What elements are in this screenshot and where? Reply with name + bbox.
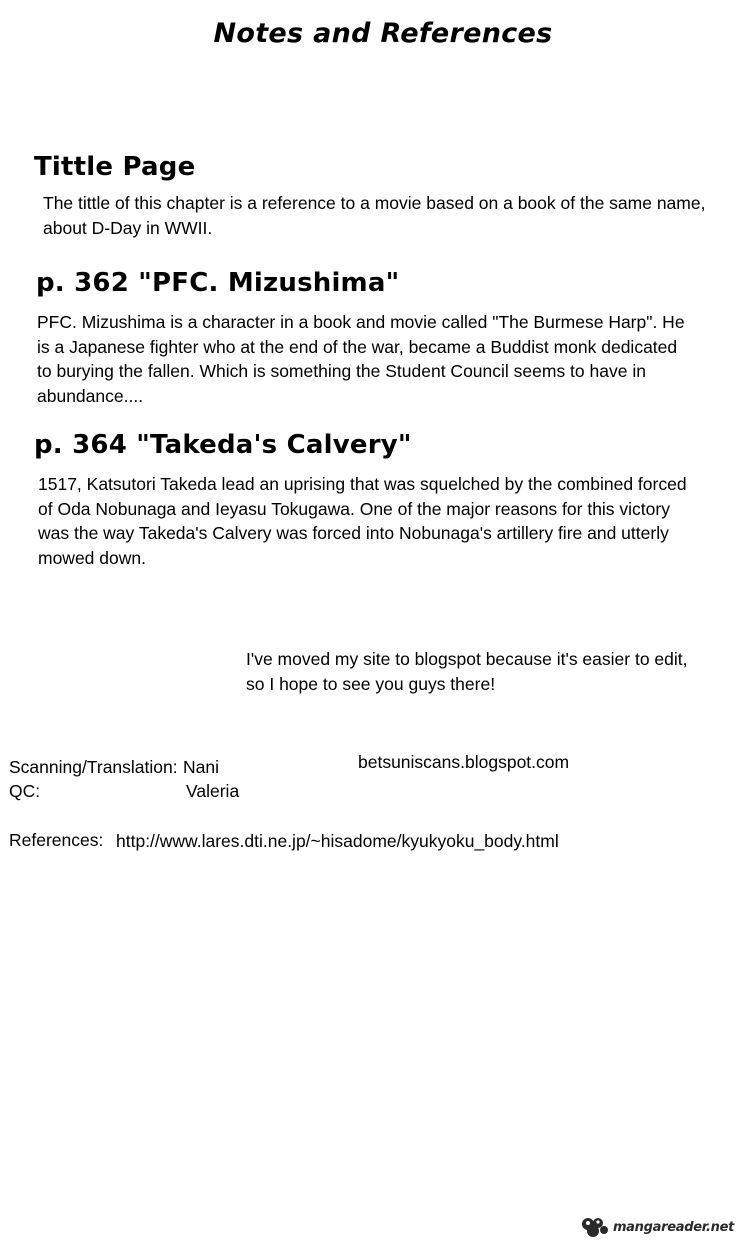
- watermark-text: mangareader.net: [612, 1219, 734, 1235]
- credit-qc-label: QC:: [9, 781, 41, 801]
- page-title: Notes and References: [213, 18, 553, 49]
- credit-qc-value: Valeria: [186, 781, 240, 801]
- blog-url: betsuniscans.blogspot.com: [358, 752, 570, 772]
- credit-scanning-value: Nani: [183, 757, 219, 777]
- section-body-tittle-page: The tittle of this chapter is a reference to a movie based on a book of the same name, about D-Day in WWII.: [43, 193, 706, 238]
- references-url: http://www.lares.dti.ne.jp/~hisadome/kyukyoku_body.html: [116, 831, 559, 851]
- references-label: References:: [9, 830, 104, 850]
- watermark: [580, 1216, 734, 1238]
- section-heading-takedas-calvery: p. 364 "Takeda's Calvery": [34, 430, 412, 460]
- section-body-takedas-calvery: 1517, Katsutori Takeda lead an uprising that was squelched by the combined forced of Oda Nobunaga and Ieyasu Tokugawa. One of the major reasons for this victory was the way Takeda's Calvery was forced into Nobunaga's artillery fire and utterly mowed down.: [38, 474, 687, 568]
- credit-scanning-label: Scanning/Translation:: [9, 757, 178, 777]
- section-heading-pfc-mizushima: p. 362 "PFC. Mizushima": [36, 268, 400, 298]
- section-body-pfc-mizushima: PFC. Mizushima is a character in a book and movie called "The Burmese Harp". He is a Japanese fighter who at the end of the war, became a Buddist monk dedicated to burying the fallen. Which is something the Student Council seems to have in abundance....: [37, 312, 685, 406]
- section-heading-tittle-page: Tittle Page: [34, 152, 196, 182]
- mangareader-logo-icon: [580, 1216, 610, 1238]
- site-notice: I've moved my site to blogspot because it's easier to edit, so I hope to see you guys there!: [246, 649, 688, 694]
